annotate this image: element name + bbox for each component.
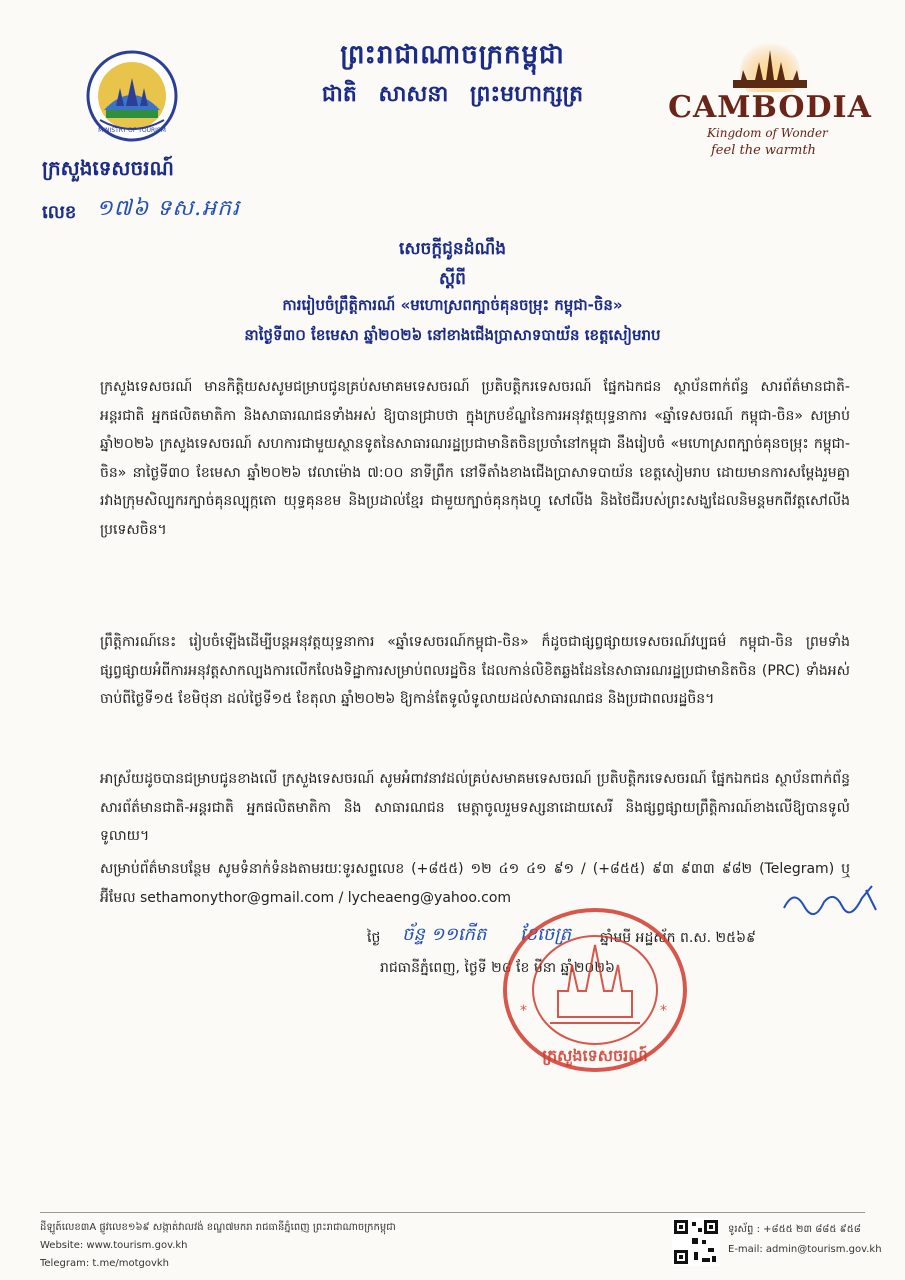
temple-silhouette-icon — [725, 36, 815, 92]
lunar-date-suffix: ឆ្នាំមមី អដ្ឋស័ក ព.ស. ២៥៦៩ — [600, 930, 756, 946]
body-paragraph-3: អាស្រ័យដូចបានជម្រាបជូនខាងលើ ក្រសួងទេសចរណ៍ សូមអំពាវនាវដល់គ្រប់សមាគមទេសចរណ៍ ប្រតិបត្តិករទេសចរណ៍ ផ្នែកឯកជន ស្ថាប័នពាក់ព័ន្ធ សារព័ត៌មានជាតិ-អន្តរជាតិ អ្នកផលិតមាតិកា និង សាធារណជន មេត្តាចូលរួមទស្សនាដោយសេរី និងផ្សព្វផ្សាយព្រឹត្តិការណ៍ខាងលើឱ្យបានទូលំទូលាយ។ — [100, 771, 850, 844]
national-title: ព្រះរាជាណាចក្រកម្ពុជា — [340, 40, 565, 70]
notice-subject-line-2: នាថ្ងៃទី៣០ ខែមេសា ឆ្នាំ២០២៦ នៅខាងជើងប្រាសាទបាយ័ន ខេត្តសៀមរាប — [244, 326, 661, 344]
lunar-date-handwritten: ច័ន្ទ ១១កើត — [402, 924, 487, 945]
brand-tagline: Kingdom of Wonder — [707, 126, 828, 140]
reference-number: ១៧៦ ទស.អករ — [96, 196, 241, 221]
notice-title: សេចក្តីជូនដំណឹង — [398, 239, 507, 259]
body-paragraph-2: ព្រឹត្តិការណ៍នេះ រៀបចំឡើងដើម្បីបន្តអនុវត្តយុទ្ធនាការ «ឆ្នាំទេសចរណ៍កម្ពុជា-ចិន» ក៏ដូចជាផ្សព្វផ្សាយទេសចរណ៍វប្បធម៌ កម្ពុជា-ចិន ព្រមទាំងផ្សព្វផ្សាយអំពីការអនុវត្តសាកល្បងការលើកលែងទិដ្ឋាការសម្រាប់ពលរដ្ឋចិន ដែលកាន់លិខិតឆ្លងដែននៃសាធារណរដ្ឋប្រជាមានិតចិន (PRC) ទាំងអស់ ចាប់ពីថ្ងៃទី១៥ ខែមិថុនា ដល់ថ្ងៃទី១៥ ខែតុលា ឆ្នាំ២០២៦ ឱ្យកាន់តែទូលំទូលាយដល់សាធារណជន និងប្រជាពលរដ្ឋចិន។ — [100, 634, 850, 707]
qr-code-icon — [672, 1218, 720, 1266]
lunar-date-prefix: ថ្ងៃ — [367, 930, 381, 946]
ministry-name: ក្រសួងទេសចរណ៍ — [42, 156, 174, 180]
footer-telegram[interactable]: Telegram: t.me/motgovkh — [40, 1258, 170, 1269]
stamp-text: ក្រសួងទេសចរណ៍ — [542, 1046, 648, 1065]
cambodia-brand-logo — [665, 36, 875, 166]
notice-subtitle: ស្តីពី — [439, 269, 466, 289]
svg-text:MINISTRY OF TOURISM: MINISTRY OF TOURISM — [98, 127, 166, 134]
svg-text:*: * — [520, 1003, 527, 1019]
official-ministry-stamp — [500, 905, 690, 1075]
lunar-month-handwritten: ខែចេត្រ — [520, 924, 572, 945]
brand-name: CAMBODIA — [668, 90, 872, 125]
footer-divider — [40, 1212, 865, 1213]
national-motto: ជាតិ សាសនា ព្រះមហាក្សត្រ — [321, 82, 584, 107]
footer-email[interactable]: E-mail: admin@tourism.gov.kh — [728, 1244, 882, 1255]
svg-text:*: * — [660, 1003, 667, 1019]
brand-slogan: feel the warmth — [711, 143, 816, 158]
footer-address: ដីឡូត៍លេខ៣A ផ្លូវលេខ១៦៩ សង្កាត់វាលវង់ ខណ្ឌ៧មករា រាជធានីភ្នំពេញ ព្រះរាជាណាចក្រកម្ពុជា — [40, 1222, 396, 1233]
handwritten-signature — [780, 880, 880, 920]
gregorian-date: រាជធានីភ្នំពេញ, ថ្ងៃទី ២៨ ខែ មីនា ឆ្នាំ២០២៦ — [380, 960, 615, 976]
contact-paragraph: សម្រាប់ព័ត៌មានបន្ថែម សូមទំនាក់ទំនងតាមរយៈទូរសព្ទលេខ (+៨៥៥) ១២ ៤១ ៤១ ៩១ / (+៨៥៥) ៩៣ ៩៣៣ ៩៨២ (Telegram) ឬអ៊ីមែល sethamonythor@gmail.com / lycheaeng@yahoo.com — [100, 861, 850, 906]
body-paragraph-1: ក្រសួងទេសចរណ៍ មានកិត្តិយសសូមជម្រាបជូនគ្រប់សមាគមទេសចរណ៍ ប្រតិបត្តិករទេសចរណ៍ ផ្នែកឯកជន ស្ថាប័នពាក់ព័ន្ធ សារព័ត៌មានជាតិ-អន្តរជាតិ អ្នកផលិតមាតិកា និងសាធារណជនទាំងអស់ ឱ្យបានជ្រាបថា ក្នុងក្របខ័ណ្ឌនៃការអនុវត្តយុទ្ធនាការ «ឆ្នាំទេសចរណ៍ កម្ពុជា-ចិន» សម្រាប់ឆ្នាំ២០២៦ ក្រសួងទេសចរណ៍ សហការជាមួយស្ថានទូតនៃសាធារណរដ្ឋប្រជាមានិតចិនប្រចាំនៅកម្ពុជា នឹងរៀបចំ «មហោស្រពក្បាច់គុនចម្រុះ កម្ពុជា-ចិន» នាថ្ងៃទី៣០ ខែមេសា ឆ្នាំ២០២៦ វេលាម៉ោង ៧:០០ នាទីព្រឹក នៅទីតាំងខាងជើងប្រាសាទបាយ័ន ខេត្តសៀមរាប ដោយមានការសម្តែងរួមគ្នារវាងក្រុមសិល្បករក្បាច់គុនល្បុក្កតោ យុទ្ធគុនខម និងប្រដាល់ខ្មែរ ជាមួយក្បាច់គុនកុងហ្វូ សៅលីង និងថៃជីរបស់ព្រះសង្ឃដែលនិមន្តមកពីវត្តសៅលីង ប្រទេសចិន។ — [100, 379, 850, 538]
footer-phone: ទូរស័ព្ទ : +៨៥៥ ២៣ ៨៨៥ ៩៥៨ — [728, 1224, 861, 1235]
reference-label: លេខ — [42, 202, 77, 223]
footer-website[interactable]: Website: www.tourism.gov.kh — [40, 1240, 188, 1251]
notice-subject-line-1: ការរៀបចំព្រឹត្តិការណ៍ «មហោស្រពក្បាច់គុនចម្រុះ កម្ពុជា-ចិន» — [282, 296, 623, 314]
